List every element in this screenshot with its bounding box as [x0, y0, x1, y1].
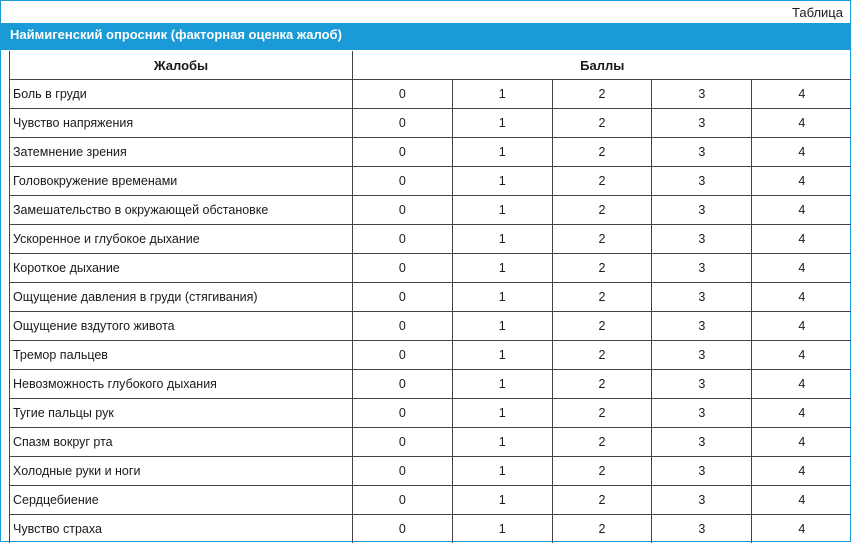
complaint-cell: Холодные руки и ноги	[10, 457, 353, 486]
score-cell: 4	[752, 80, 851, 109]
score-cell: 0	[353, 80, 453, 109]
complaint-cell: Короткое дыхание	[10, 254, 353, 283]
table-row	[10, 283, 851, 312]
score-cell: 4	[752, 138, 851, 167]
table-title: Наймигенский опросник (факторная оценка жалоб)	[0, 23, 851, 50]
score-cell: 2	[552, 196, 652, 225]
score-cell: 0	[353, 457, 453, 486]
score-cell: 2	[552, 167, 652, 196]
score-cell: 3	[652, 515, 752, 543]
score-cell: 2	[552, 138, 652, 167]
score-cell: 3	[652, 138, 752, 167]
score-cell: 2	[552, 225, 652, 254]
table-row	[10, 486, 851, 515]
complaint-cell: Ощущение вздутого живота	[10, 312, 353, 341]
score-cell: 4	[752, 399, 851, 428]
score-cell: 0	[353, 167, 453, 196]
table-row	[10, 428, 851, 457]
score-cell: 1	[452, 457, 552, 486]
complaint-cell: Затемнение зрения	[10, 138, 353, 167]
header-complaints: Жалобы	[10, 51, 353, 80]
table-row	[10, 225, 851, 254]
score-cell: 1	[452, 138, 552, 167]
score-cell: 0	[353, 196, 453, 225]
score-cell: 2	[552, 254, 652, 283]
score-cell: 2	[552, 370, 652, 399]
score-cell: 0	[353, 370, 453, 399]
table-row	[10, 167, 851, 196]
score-cell: 2	[552, 341, 652, 370]
score-cell: 0	[353, 283, 453, 312]
score-cell: 4	[752, 312, 851, 341]
table-body	[10, 80, 851, 543]
score-cell: 3	[652, 80, 752, 109]
complaint-cell: Спазм вокруг рта	[10, 428, 353, 457]
score-cell: 2	[552, 457, 652, 486]
score-cell: 1	[452, 428, 552, 457]
score-cell: 4	[752, 109, 851, 138]
table-row	[10, 254, 851, 283]
score-cell: 0	[353, 341, 453, 370]
table-row	[10, 138, 851, 167]
score-cell: 4	[752, 515, 851, 543]
score-cell: 3	[652, 457, 752, 486]
score-cell: 4	[752, 196, 851, 225]
score-cell: 0	[353, 225, 453, 254]
score-cell: 1	[452, 515, 552, 543]
score-cell: 1	[452, 109, 552, 138]
complaint-cell: Сердцебиение	[10, 486, 353, 515]
score-cell: 1	[452, 225, 552, 254]
score-cell: 1	[452, 399, 552, 428]
score-cell: 2	[552, 515, 652, 543]
score-cell: 3	[652, 341, 752, 370]
score-cell: 0	[353, 312, 453, 341]
score-cell: 1	[452, 341, 552, 370]
complaint-cell: Боль в груди	[10, 80, 353, 109]
score-cell: 3	[652, 254, 752, 283]
table-row	[10, 370, 851, 399]
table-row	[10, 312, 851, 341]
score-cell: 4	[752, 254, 851, 283]
table-row	[10, 196, 851, 225]
score-cell: 3	[652, 370, 752, 399]
score-cell: 3	[652, 225, 752, 254]
score-cell: 3	[652, 196, 752, 225]
score-cell: 4	[752, 428, 851, 457]
complaint-cell: Тремор пальцев	[10, 341, 353, 370]
score-cell: 4	[752, 457, 851, 486]
score-cell: 1	[452, 254, 552, 283]
header-row	[10, 51, 851, 80]
score-cell: 1	[452, 370, 552, 399]
complaint-cell: Ускоренное и глубокое дыхание	[10, 225, 353, 254]
score-cell: 2	[552, 486, 652, 515]
score-cell: 2	[552, 283, 652, 312]
score-cell: 4	[752, 167, 851, 196]
score-cell: 2	[552, 399, 652, 428]
score-cell: 3	[652, 167, 752, 196]
questionnaire-table-container	[9, 51, 851, 543]
table-row	[10, 341, 851, 370]
score-cell: 3	[652, 283, 752, 312]
header-scores: Баллы	[353, 51, 851, 80]
score-cell: 0	[353, 109, 453, 138]
questionnaire-table	[9, 51, 851, 543]
complaint-cell: Чувство страха	[10, 515, 353, 543]
score-cell: 3	[652, 312, 752, 341]
complaint-cell: Головокружение временами	[10, 167, 353, 196]
score-cell: 4	[752, 341, 851, 370]
score-cell: 4	[752, 283, 851, 312]
score-cell: 1	[452, 167, 552, 196]
complaint-cell: Невозможность глубокого дыхания	[10, 370, 353, 399]
score-cell: 4	[752, 225, 851, 254]
table-row	[10, 80, 851, 109]
complaint-cell: Чувство напряжения	[10, 109, 353, 138]
score-cell: 4	[752, 486, 851, 515]
score-cell: 1	[452, 283, 552, 312]
score-cell: 3	[652, 486, 752, 515]
score-cell: 0	[353, 515, 453, 543]
score-cell: 0	[353, 254, 453, 283]
score-cell: 1	[452, 486, 552, 515]
score-cell: 2	[552, 80, 652, 109]
score-cell: 2	[552, 312, 652, 341]
complaint-cell: Тугие пальцы рук	[10, 399, 353, 428]
score-cell: 2	[552, 428, 652, 457]
score-cell: 3	[652, 428, 752, 457]
score-cell: 0	[353, 428, 453, 457]
score-cell: 0	[353, 138, 453, 167]
score-cell: 0	[353, 399, 453, 428]
score-cell: 1	[452, 80, 552, 109]
score-cell: 3	[652, 399, 752, 428]
table-row	[10, 515, 851, 543]
score-cell: 1	[452, 312, 552, 341]
table-row	[10, 399, 851, 428]
score-cell: 4	[752, 370, 851, 399]
table-row	[10, 457, 851, 486]
score-cell: 2	[552, 109, 652, 138]
table-row	[10, 109, 851, 138]
complaint-cell: Ощущение давления в груди (стягивания)	[10, 283, 353, 312]
table-label: Таблица	[792, 5, 843, 20]
score-cell: 1	[452, 196, 552, 225]
score-cell: 3	[652, 109, 752, 138]
complaint-cell: Замешательство в окружающей обстановке	[10, 196, 353, 225]
score-cell: 0	[353, 486, 453, 515]
